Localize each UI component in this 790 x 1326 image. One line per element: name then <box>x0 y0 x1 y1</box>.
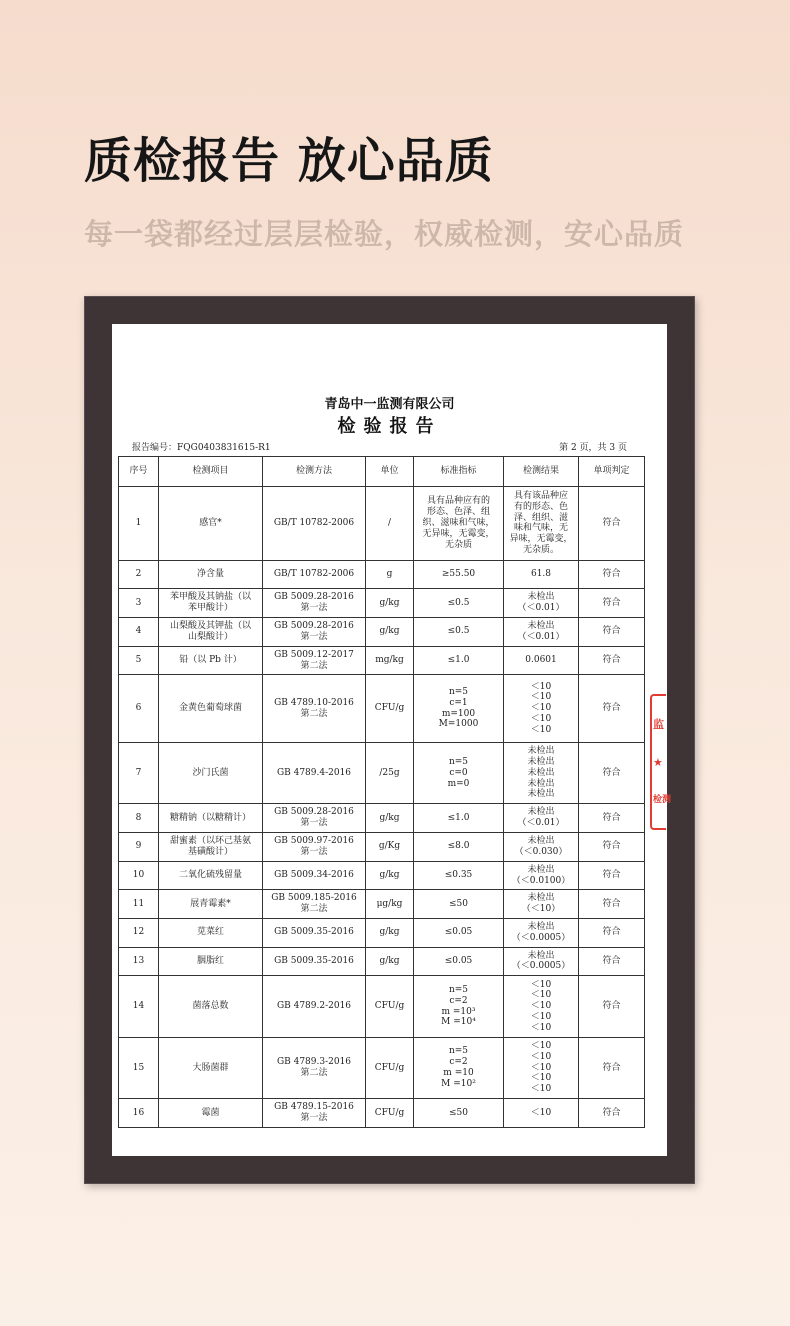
unit: g <box>366 560 414 589</box>
verdict: 符合 <box>579 675 645 743</box>
table-row <box>119 675 645 743</box>
test-item: 苯甲酸及其钠盐（以 苯甲酸计） <box>159 589 263 618</box>
test-item: 苋菜红 <box>159 918 263 947</box>
picture-frame <box>84 296 695 1184</box>
standard-limit: n=5 c=2 m =10 M =10² <box>414 1037 504 1098</box>
test-method: GB 5009.35-2016 <box>263 918 366 947</box>
test-result: ＜10 ＜10 ＜10 ＜10 ＜10 <box>504 1037 579 1098</box>
verdict: 符合 <box>579 589 645 618</box>
table-row <box>119 589 645 618</box>
unit: /25g <box>366 742 414 803</box>
verdict: 符合 <box>579 804 645 833</box>
standard-limit: ≥55.50 <box>414 560 504 589</box>
row-number: 9 <box>119 833 159 862</box>
column-header: 序号 <box>119 457 159 487</box>
test-item: 净含量 <box>159 560 263 589</box>
column-header: 检测结果 <box>504 457 579 487</box>
verdict: 符合 <box>579 976 645 1037</box>
unit: g/kg <box>366 918 414 947</box>
test-item: 甜蜜素（以环己基氨 基磺酸计） <box>159 833 263 862</box>
test-method: GB/T 10782-2006 <box>263 560 366 589</box>
company-name: 青岛中一监测有限公司 <box>324 397 455 412</box>
verdict: 符合 <box>579 560 645 589</box>
standard-limit: ≤50 <box>414 890 504 919</box>
unit: g/kg <box>366 618 414 647</box>
test-result: 未检出 （＜0.01） <box>504 618 579 647</box>
table-row <box>119 918 645 947</box>
test-result: ＜10 ＜10 ＜10 ＜10 ＜10 <box>504 976 579 1037</box>
verdict: 符合 <box>579 646 645 675</box>
verdict: 符合 <box>579 618 645 647</box>
standard-limit: 具有品种应有的 形态、色泽、组 织、滋味和气味， 无异味，无霉变， 无杂质 <box>414 487 504 561</box>
test-item: 展青霉素* <box>159 890 263 919</box>
table-body <box>119 487 645 1128</box>
table-row <box>119 861 645 890</box>
standard-limit: ≤0.5 <box>414 589 504 618</box>
test-method: GB 4789.2-2016 <box>263 976 366 1037</box>
table-row <box>119 833 645 862</box>
test-result: 具有该品种应 有的形态、色 泽、组织、滋 味和气味，无 异味，无霉变， 无杂质。 <box>504 487 579 561</box>
standard-limit: n=5 c=0 m=0 <box>414 742 504 803</box>
row-number: 6 <box>119 675 159 743</box>
test-result: 未检出 （＜0.030） <box>504 833 579 862</box>
test-item: 山梨酸及其钾盐（以 山梨酸计） <box>159 618 263 647</box>
test-method: GB 4789.4-2016 <box>263 742 366 803</box>
unit: mg/kg <box>366 646 414 675</box>
row-number: 2 <box>119 560 159 589</box>
test-method: GB 4789.3-2016 第二法 <box>263 1037 366 1098</box>
table-row <box>119 947 645 976</box>
test-result: 未检出 （＜0.0005） <box>504 918 579 947</box>
column-header: 标准指标 <box>414 457 504 487</box>
test-method: GB 4789.15-2016 第一法 <box>263 1099 366 1128</box>
test-result: 未检出 （＜0.0100） <box>504 861 579 890</box>
unit: g/kg <box>366 861 414 890</box>
unit: g/Kg <box>366 833 414 862</box>
test-result: 未检出 （＜0.01） <box>504 589 579 618</box>
standard-limit: ≤0.5 <box>414 618 504 647</box>
row-number: 5 <box>119 646 159 675</box>
unit: CFU/g <box>366 675 414 743</box>
test-method: GB 5009.12-2017 第二法 <box>263 646 366 675</box>
test-result: 61.8 <box>504 560 579 589</box>
verdict: 符合 <box>579 918 645 947</box>
test-method: GB 5009.28-2016 第一法 <box>263 804 366 833</box>
page-subtitle: 每一袋都经过层层检验，权威检测，安心品质 <box>84 217 685 251</box>
row-number: 11 <box>119 890 159 919</box>
report-meta <box>132 440 627 453</box>
test-method: GB 5009.35-2016 <box>263 947 366 976</box>
unit: g/kg <box>366 804 414 833</box>
standard-limit: n=5 c=2 m =10³ M =10⁴ <box>414 976 504 1037</box>
verdict: 符合 <box>579 1099 645 1128</box>
column-header: 单位 <box>366 457 414 487</box>
page-title: 质检报告 放心品质 <box>84 133 494 189</box>
test-method: GB 5009.28-2016 第一法 <box>263 618 366 647</box>
test-item: 菌落总数 <box>159 976 263 1037</box>
table-row <box>119 1099 645 1128</box>
table-row <box>119 618 645 647</box>
verdict: 符合 <box>579 861 645 890</box>
unit: CFU/g <box>366 976 414 1037</box>
table-row <box>119 890 645 919</box>
row-number: 8 <box>119 804 159 833</box>
table-row <box>119 742 645 803</box>
test-result: 未检出 （＜0.0005） <box>504 947 579 976</box>
test-result: 未检出 （＜0.01） <box>504 804 579 833</box>
seal-text: 检测 <box>653 795 672 805</box>
test-method: GB 5009.185-2016 第二法 <box>263 890 366 919</box>
test-result: 未检出 未检出 未检出 未检出 未检出 <box>504 742 579 803</box>
verdict: 符合 <box>579 890 645 919</box>
row-number: 10 <box>119 861 159 890</box>
table-row <box>119 487 645 561</box>
standard-limit: ≤0.05 <box>414 918 504 947</box>
test-method: GB 5009.97-2016 第一法 <box>263 833 366 862</box>
test-result: 0.0601 <box>504 646 579 675</box>
unit: / <box>366 487 414 561</box>
row-number: 16 <box>119 1099 159 1128</box>
verdict: 符合 <box>579 833 645 862</box>
test-item: 感官* <box>159 487 263 561</box>
row-number: 3 <box>119 589 159 618</box>
table-row <box>119 804 645 833</box>
report-number: 报告编号：FQG0403831615-R1 <box>132 443 271 453</box>
verdict: 符合 <box>579 487 645 561</box>
test-result: 未检出 （＜10） <box>504 890 579 919</box>
standard-limit: ≤8.0 <box>414 833 504 862</box>
row-number: 7 <box>119 742 159 803</box>
seal-star-icon: ★ <box>653 756 663 769</box>
test-item: 二氧化硫残留量 <box>159 861 263 890</box>
page-indicator: 第 2 页，共 3 页 <box>559 443 627 453</box>
standard-limit: ≤0.35 <box>414 861 504 890</box>
unit: CFU/g <box>366 1099 414 1128</box>
seal-text: 监 <box>653 718 664 731</box>
column-header: 检测方法 <box>263 457 366 487</box>
row-number: 12 <box>119 918 159 947</box>
row-number: 1 <box>119 487 159 561</box>
test-item: 金黄色葡萄球菌 <box>159 675 263 743</box>
row-number: 4 <box>119 618 159 647</box>
verdict: 符合 <box>579 742 645 803</box>
test-item: 胭脂红 <box>159 947 263 976</box>
unit: g/kg <box>366 947 414 976</box>
table-row <box>119 560 645 589</box>
test-item: 大肠菌群 <box>159 1037 263 1098</box>
unit: CFU/g <box>366 1037 414 1098</box>
standard-limit: ≤50 <box>414 1099 504 1128</box>
test-method: GB 4789.10-2016 第二法 <box>263 675 366 743</box>
standard-limit: ≤0.05 <box>414 947 504 976</box>
test-method: GB 5009.28-2016 第一法 <box>263 589 366 618</box>
verdict: 符合 <box>579 947 645 976</box>
row-number: 13 <box>119 947 159 976</box>
table-row <box>119 1037 645 1098</box>
table-row <box>119 646 645 675</box>
row-number: 14 <box>119 976 159 1037</box>
table-header-row <box>119 457 645 487</box>
table-row <box>119 976 645 1037</box>
inspection-table <box>118 456 645 1128</box>
row-number: 15 <box>119 1037 159 1098</box>
standard-limit: ≤1.0 <box>414 646 504 675</box>
report-paper <box>112 324 672 1156</box>
column-header: 单项判定 <box>579 457 645 487</box>
test-item: 糖精钠（以糖精计） <box>159 804 263 833</box>
standard-limit: ≤1.0 <box>414 804 504 833</box>
test-item: 沙门氏菌 <box>159 742 263 803</box>
test-method: GB/T 10782-2006 <box>263 487 366 561</box>
test-result: ＜10 <box>504 1099 579 1128</box>
verdict: 符合 <box>579 1037 645 1098</box>
report-title: 检验报告 <box>337 416 442 437</box>
unit: μg/kg <box>366 890 414 919</box>
column-header: 检测项目 <box>159 457 263 487</box>
test-method: GB 5009.34-2016 <box>263 861 366 890</box>
unit: g/kg <box>366 589 414 618</box>
standard-limit: n=5 c=1 m=100 M=1000 <box>414 675 504 743</box>
test-result: ＜10 ＜10 ＜10 ＜10 ＜10 <box>504 675 579 743</box>
test-item: 霉菌 <box>159 1099 263 1128</box>
test-item: 铅（以 Pb 计） <box>159 646 263 675</box>
